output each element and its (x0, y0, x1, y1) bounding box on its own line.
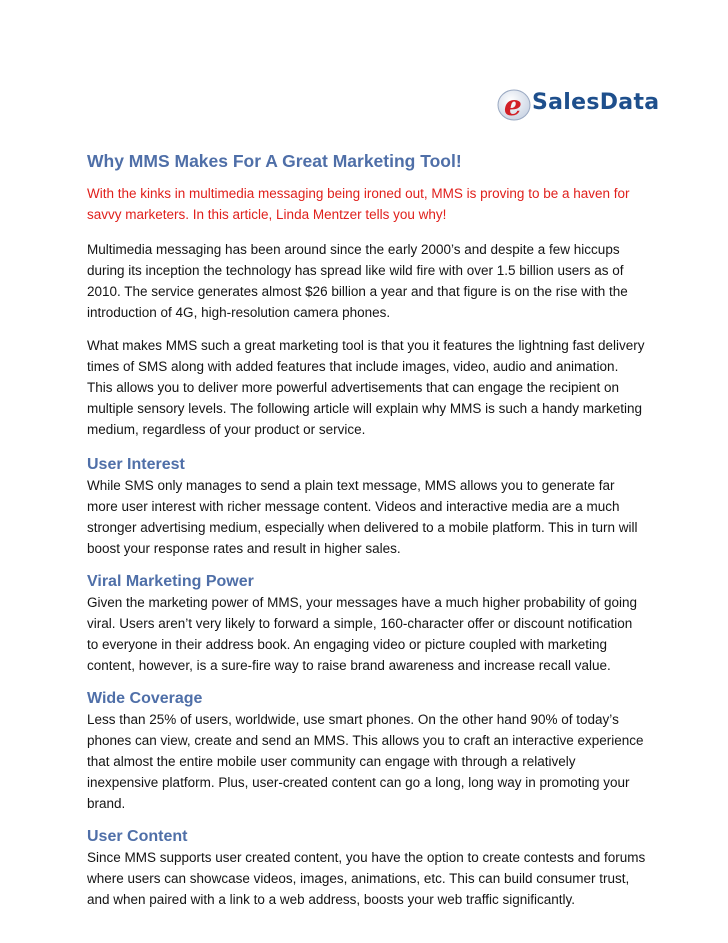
article-intro: With the kinks in multimedia messaging being ironed out, MMS is proving to be a haven for savvy marketers. In this article, Linda Mentzer tells you why! (87, 186, 630, 222)
svg-text:e: e (504, 89, 522, 122)
section-text: While SMS only manages to send a plain text message, MMS allows you to generate far more user interest with richer message content. Videos and interactive media are a much stronger advertising medium, especially when delivered to a mobile platform. This in turn will boost your response rates and result in higher sales. (87, 478, 638, 556)
article-title: Why MMS Makes For A Great Marketing Tool! (87, 151, 462, 171)
section-user-interest (87, 454, 647, 559)
e-logo-icon (496, 86, 536, 122)
section-heading: User Interest (87, 456, 185, 473)
section-heading: Viral Marketing Power (87, 573, 254, 590)
section-wide-coverage (87, 688, 647, 814)
section-heading: Wide Coverage (87, 690, 203, 707)
logo-wordmark: SalesData (532, 90, 660, 115)
section-viral-marketing-power (87, 571, 647, 676)
section-text: Given the marketing power of MMS, your messages have a much higher probability of going viral. Users aren’t very likely to forward a simple, 160-character offer or discount notification to everyone in their address book. An engaging video or picture coupled with marketing content, however, is a sure-fire way to raise brand awareness and increase recall value. (87, 595, 638, 673)
section-heading: User Content (87, 828, 188, 845)
section-text: Since MMS supports user created content, you have the option to create contests and forums where users can showcase videos, images, animations, etc. This can build consumer trust, and when paired with a link to a web address, boosts your web traffic significantly. (87, 850, 646, 907)
section-text: Less than 25% of users, worldwide, use smart phones. On the other hand 90% of today’s phones can view, create and send an MMS. This allows you to craft an interactive experience that almost the entire mobile user community can engage with through a relatively inexpensive platform. Plus, user-created content can go a long, long way in promoting your brand. (87, 712, 644, 811)
article (87, 150, 647, 922)
paragraph: Multimedia messaging has been around since the early 2000’s and despite a few hiccups during its inception the technology has spread like wild fire with over 1.5 billion users as of 2010. The service generates almost $26 billion a year and that figure is on the rise with the introduction of 4G, high-resolution camera phones. (87, 242, 628, 320)
paragraph: What makes MMS such a great marketing tool is that you it features the lightning fast delivery times of SMS along with added features that include images, video, audio and animation. This allows you to deliver more powerful advertisements that can engage the recipient on multiple sensory levels. The following article will explain why MMS is such a handy marketing medium, regardless of your product or service. (87, 338, 645, 437)
section-user-content (87, 826, 647, 910)
esalesdata-logo (496, 86, 660, 122)
